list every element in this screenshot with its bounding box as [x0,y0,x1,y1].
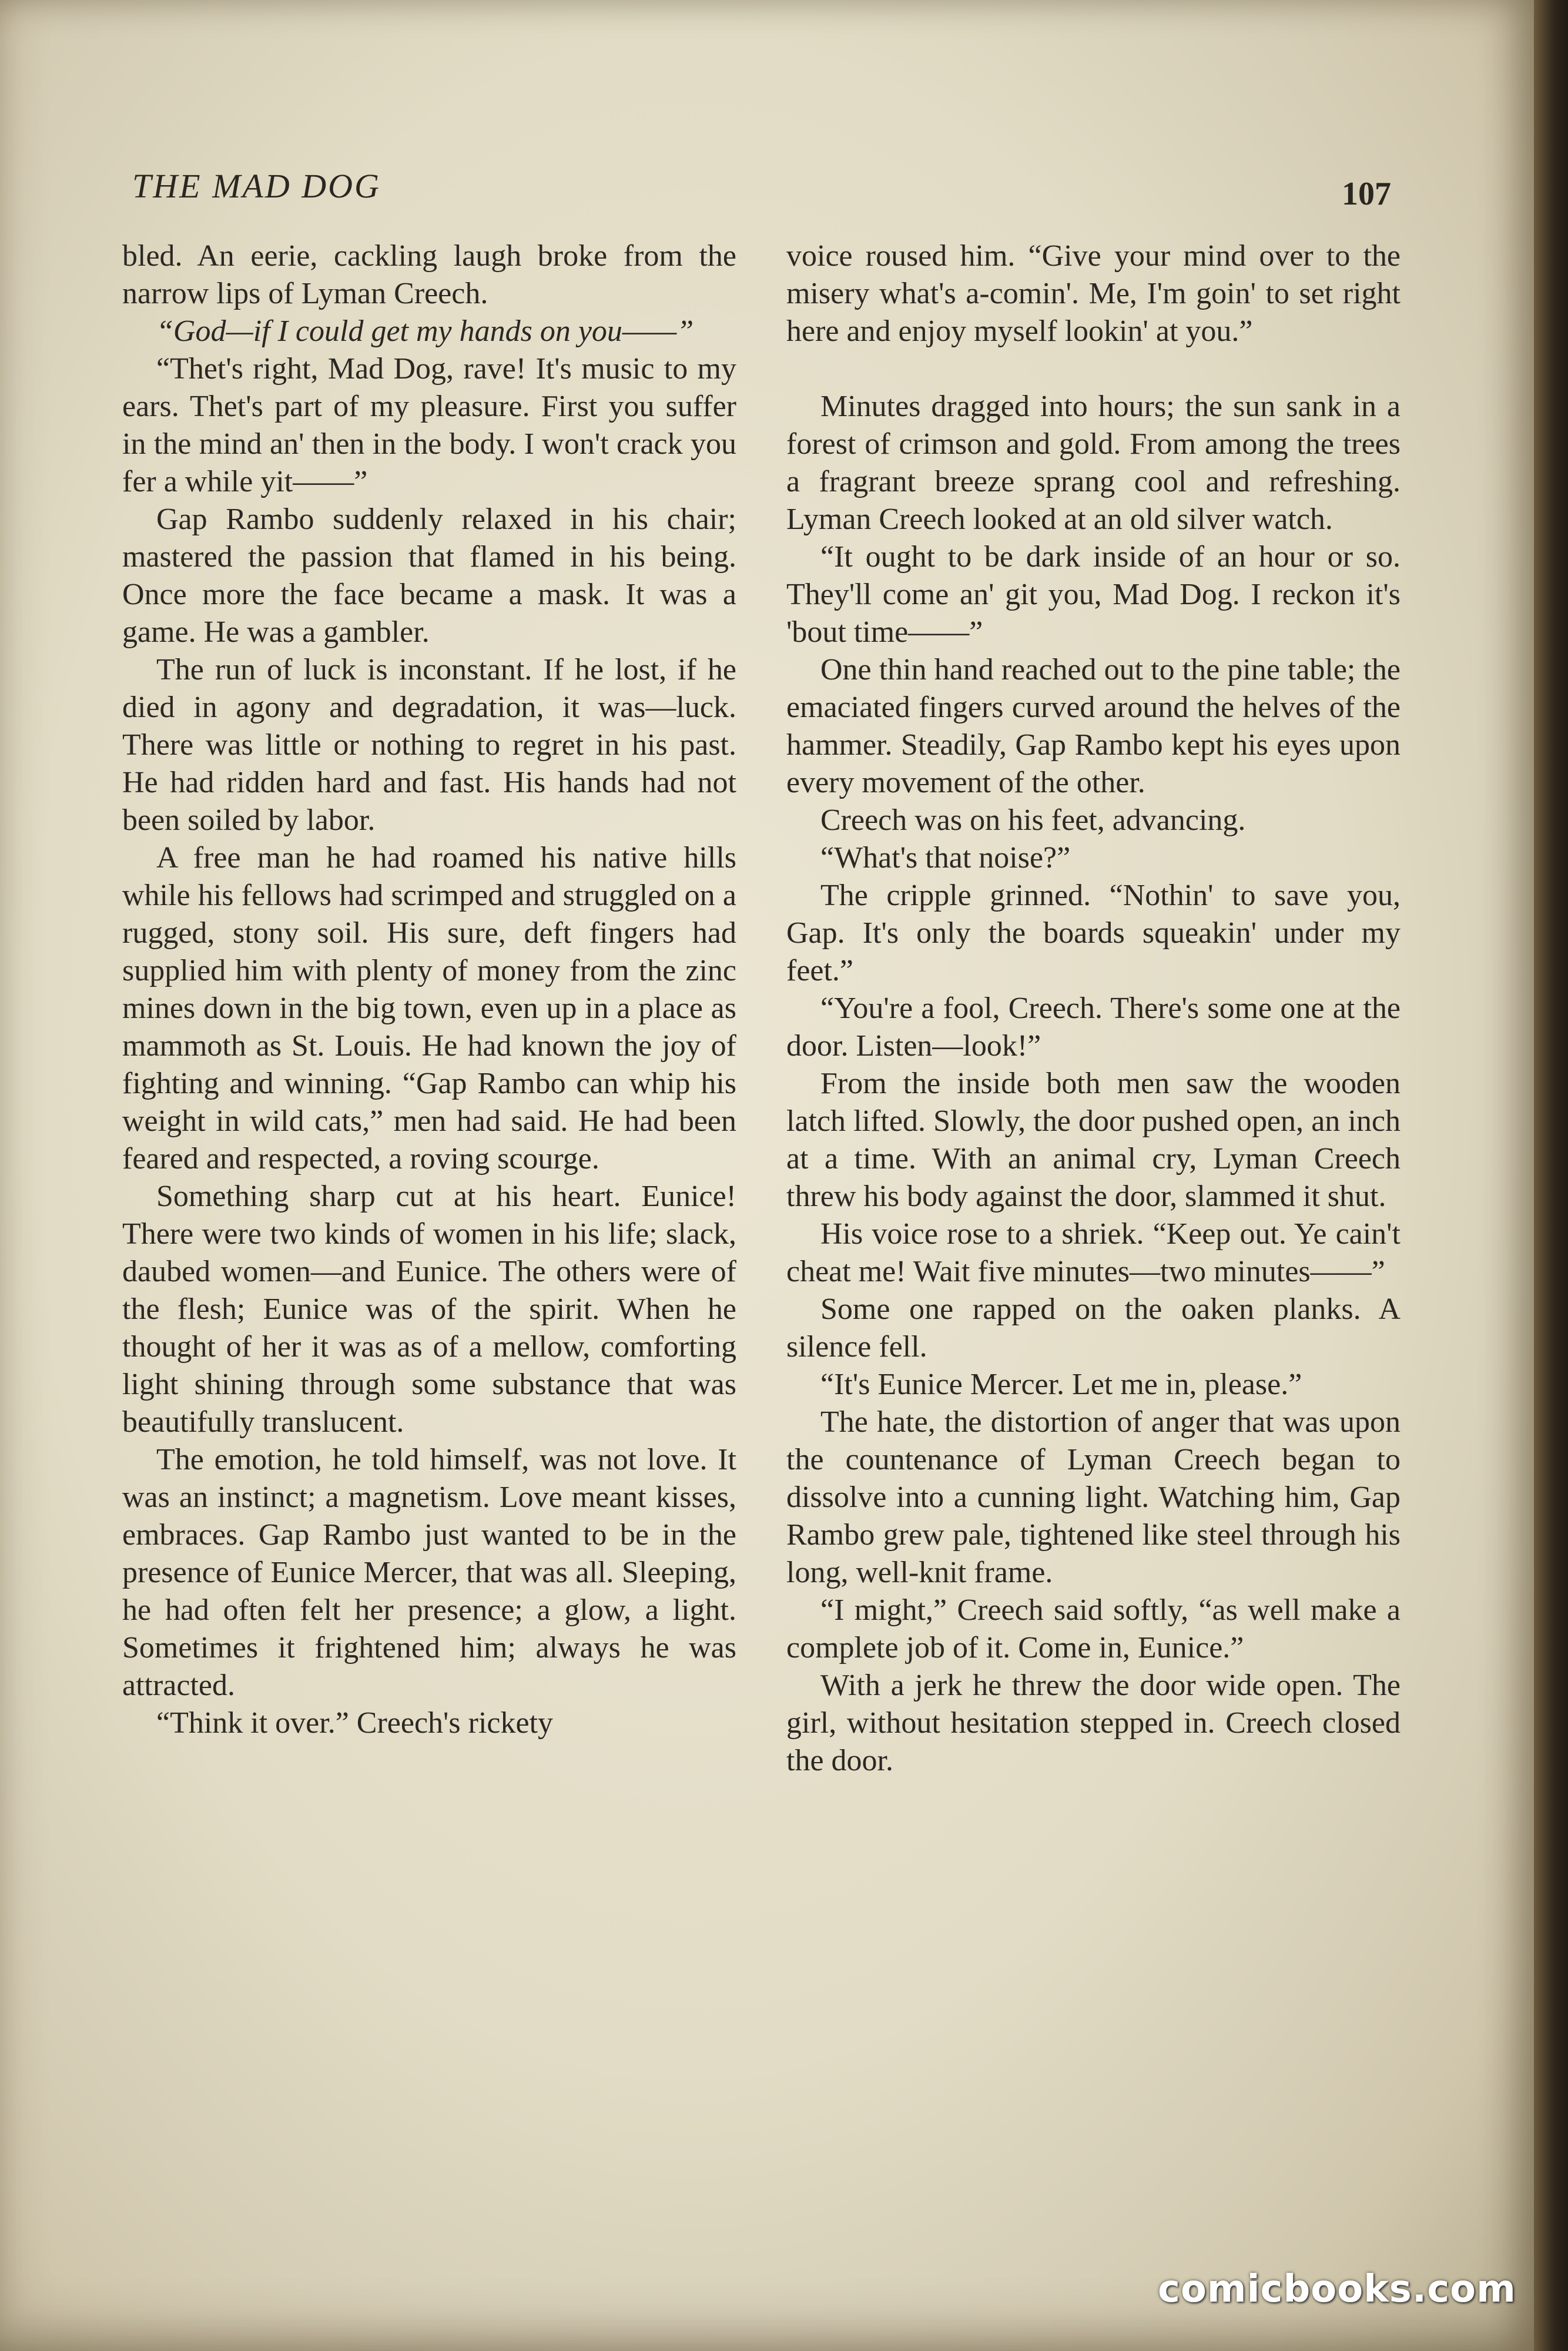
page-number: 107 [1342,176,1391,212]
running-head: THE MAD DOG [132,167,381,205]
paragraph: Minutes dragged into hours; the sun sank in a forest of crimson and gold. From among the trees a fragrant breeze sprang cool and refreshing. Lyman Creech looked at an old silver watch. [786,390,1401,536]
paragraph: Gap Rambo suddenly relaxed in his chair; mastered the passion that flamed in his being. Once more the face became a mask. It was a game. He was a gambler. [122,503,736,649]
paragraph: “I might,” Creech said softly, “as well make a complete job of it. Come in, Eunice.” [786,1593,1401,1665]
italic-speech: “God—if I could get my hands on you——” [156,314,694,348]
paragraph: “It ought to be dark inside of an hour or so. They'll come an' git you, Mad Dog. I reckon it's 'bout time——” [786,540,1401,649]
paragraph: One thin hand reached out to the pine table; the emaciated fingers curved around the helves of the hammer. Steadily, Gap Rambo kept his eyes upon every movement of the other. [786,653,1401,799]
paragraph: Some one rapped on the oaken planks. A silence fell. [786,1292,1401,1364]
paragraph: “Think it over.” Creech's rickety [156,1706,554,1740]
paragraph: A free man he had roamed his native hills while his fellows had scrimped and struggled on a rugged, stony soil. His sure, deft fingers had supplied him with plenty of money from the zinc mines down in the big town, even up in a place as mammoth as St. Louis. He had known the joy of fighting and winning. “Gap Rambo can whip his weight in wild cats,” men had said. He had been feared and respected, a roving scourge. [122,841,736,1176]
paragraph: Creech was on his feet, advancing. [820,803,1246,837]
paragraph: With a jerk he threw the door wide open. The girl, without hesitation stepped in. Creech closed the door. [786,1669,1401,1777]
watermark: comicbooks.com [1158,2268,1516,2311]
paragraph: voice roused him. “Give your mind over to the misery what's a-comin'. Me, I'm goin' to set right here and enjoy myself lookin' at you.” [786,239,1401,348]
paragraph: “Thet's right, Mad Dog, rave! It's music to my ears. Thet's part of my pleasure. First you suffer in the mind an' then in the body. I won't crack you fer a while yit——” [122,352,736,498]
text-column-right [786,237,1401,1780]
paragraph: Something sharp cut at his heart. Eunice! There were two kinds of women in his life; slack, daubed women—and Eunice. The others were of the flesh; Eunice was of the spirit. When he thought of her it was as of a mellow, comforting light shining through some substance that was beautifully translucent. [122,1180,736,1439]
paragraph: bled. An eerie, cackling laugh broke from the narrow lips of Lyman Creech. [122,239,736,310]
paragraph: From the inside both men saw the wooden latch lifted. Slowly, the door pushed open, an inch at a time. With an animal cry, Lyman Creech threw his body against the door, slammed it shut. [786,1067,1401,1213]
paragraph: The cripple grinned. “Nothin' to save you, Gap. It's only the boards squeakin' under my feet.” [786,879,1401,987]
paragraph: His voice rose to a shriek. “Keep out. Ye cain't cheat me! Wait five minutes—two minutes——” [786,1217,1401,1288]
text-column-left [122,237,736,1742]
book-spine-shadow [1534,0,1568,2351]
paragraph: “It's Eunice Mercer. Let me in, please.” [820,1368,1302,1401]
paragraph: The emotion, he told himself, was not love. It was an instinct; a magnetism. Love meant kisses, embraces. Gap Rambo just wanted to be in the presence of Eunice Mercer, that was all. Sleeping, he had often felt her presence; a glow, a light. Sometimes it frightened him; always he was attracted. [122,1443,736,1702]
paragraph [122,313,736,350]
paragraph: The hate, the distortion of anger that was upon the countenance of Lyman Creech began to dissolve into a cunning light. Watching him, Gap Rambo grew pale, tightened like steel through his long, well-knit frame. [786,1405,1401,1589]
paragraph: “What's that noise?” [820,841,1071,875]
paragraph: “You're a fool, Creech. There's some one at the door. Listen—look!” [786,992,1401,1063]
paragraph: The run of luck is inconstant. If he lost, if he died in agony and degradation, it was—luck. There was little or nothing to regret in his past. He had ridden hard and fast. His hands had not been soiled by labor. [122,653,736,837]
